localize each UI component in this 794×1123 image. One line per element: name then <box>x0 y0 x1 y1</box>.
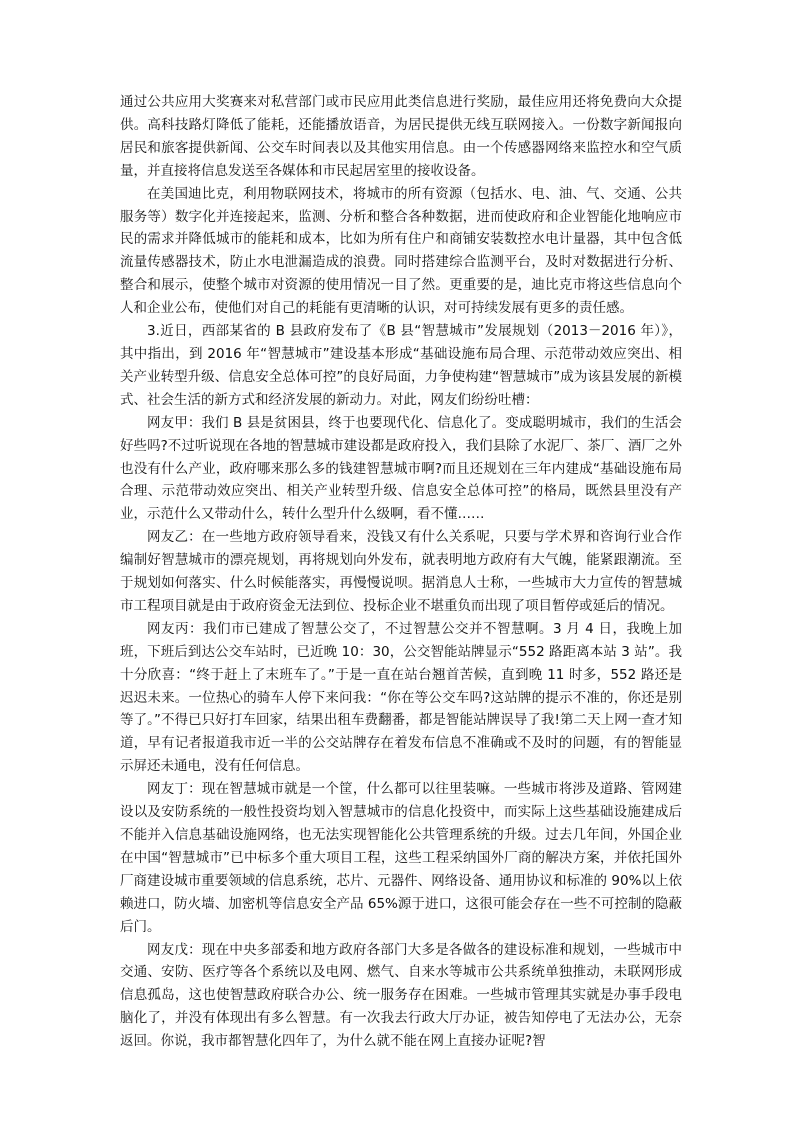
paragraph-6: 网友丙：我们市已建成了智慧公交了，不过智慧公交并不智慧啊。3 月 4 日，我晚上加班，下班后到达公交车站时，已近晚 10：30，公交智能站牌显示“552 路距离本站 3 站”。我十分欣喜：“终于赶上了末班车了。”于是一直在站台翘首苦候，直到晚 11 时多，552 路还是迟迟未来。一位热心的骑车人停下来问我：“你在等公交车吗?这站牌的提示不准的，你还是别等了。”不得已只好打车回家，结果出租车费翻番，都是智能站牌误导了我!第二天上网一查才知道，早有记者报道我市近一半的公交站牌存在着发布信息不准确或不及时的问题，有的智能显示屏还未通电，没有任何信息。 <box>120 620 682 775</box>
paragraph-1: 通过公共应用大奖赛来对私营部门或市民应用此类信息进行奖励，最佳应用还将免费向大众提供。高科技路灯降低了能耗，还能播放语音，为居民提供无线互联网接入。一份数字新闻报向居民和旅客提供新闻、公交车时间表以及其他实用信息。由一个传感器网络来监控水和空气质量，并直接将信息发送至各媒体和市民起居室里的接收设备。 <box>120 94 682 179</box>
paragraph-3: 3.近日，西部某省的 B 县政府发布了《B 县“智慧城市”发展规划（2013－2016 年）》，其中指出，到 2016 年“智慧城市”建设基本形成“基础设施布局合理、示范带动效应突出、相关产业转型升级、信息安全总体可控”的良好局面，力争使构建“智慧城市”成为该县发展的新模式、社会生活的新方式和经济发展的新动力。对此，网友们纷纷吐槽： <box>120 323 682 408</box>
document-page <box>120 91 682 1053</box>
paragraph-5: 网友乙：在一些地方政府领导看来，没钱又有什么关系呢，只要与学术界和咨询行业合作编制好智慧城市的漂亮规划，再将规划向外发布，就表明地方政府有大气魄，能紧跟潮流。至于规划如何落实、什么时候能落实，再慢慢说呗。据消息人士称，一些城市大力宣传的智慧城市工程项目就是由于政府资金无法到位、投标企业不堪重负而出现了项目暂停或延后的情况。 <box>120 529 682 614</box>
paragraph-8: 网友戊：现在中央多部委和地方政府各部门大多是各做各的建设标准和规划，一些城市中交通、安防、医疗等各个系统以及电网、燃气、自来水等城市公共系统单独推动，未联网形成信息孤岛，这也使智慧政府联合办公、统一服务存在困难。一些城市管理其实就是办事手段电脑化了，并没有体现出有多么智慧。有一次我去行政大厅办证，被告知停电了无法办公，无奈返回。你说，我市都智慧化四年了，为什么就不能在网上直接办证呢?智 <box>120 941 682 1050</box>
paragraph-4: 网友甲：我们 B 县是贫困县，终于也要现代化、信息化了。变成聪明城市，我们的生活会好些吗?不过听说现在各地的智慧城市建设都是政府投入，我们县除了水泥厂、茶厂、酒厂之外也没有什么产业，政府哪来那么多的钱建智慧城市啊?而且还规划在三年内建成“基础设施布局合理、示范带动效应突出、相关产业转型升级、信息安全总体可控”的格局，既然县里没有产业，示范什么又带动什么，转什么型升什么级啊，看不懂…… <box>120 414 682 523</box>
paragraph-7: 网友丁：现在智慧城市就是一个筐，什么都可以往里装嘛。一些城市将涉及道路、管网建设以及安防系统的一般性投资均划入智慧城市的信息化投资中，而实际上这些基础设施建成后不能并入信息基础设施网络，也无法实现智能化公共管理系统的升级。过去几年间，外国企业在中国“智慧城市”已中标多个重大项目工程，这些工程采纳国外厂商的解决方案，并依托国外厂商建设城市重要领域的信息系统，芯片、元器件、网络设备、通用协议和标准的 90%以上依赖进口，防火墙、加密机等信息安全产品 65%源于进口，这很可能会存在一些不可控制的隐蔽后门。 <box>120 781 682 935</box>
paragraph-2: 在美国迪比克，利用物联网技术，将城市的所有资源（包括水、电、油、气、交通、公共服务等）数字化并连接起来，监测、分析和整合各种数据，进而使政府和企业智能化地响应市民的需求并降低城市的能耗和成本，比如为所有住户和商铺安装数控水电计量器，其中包含低流量传感器技术，防止水电泄漏造成的浪费。同时搭建综合监测平台，及时对数据进行分析、整合和展示，使整个城市对资源的使用情况一目了然。更重要的是，迪比克市将这些信息向个人和企业公布，使他们对自己的耗能有更清晰的认识，对可持续发展有更多的责任感。 <box>120 185 682 317</box>
